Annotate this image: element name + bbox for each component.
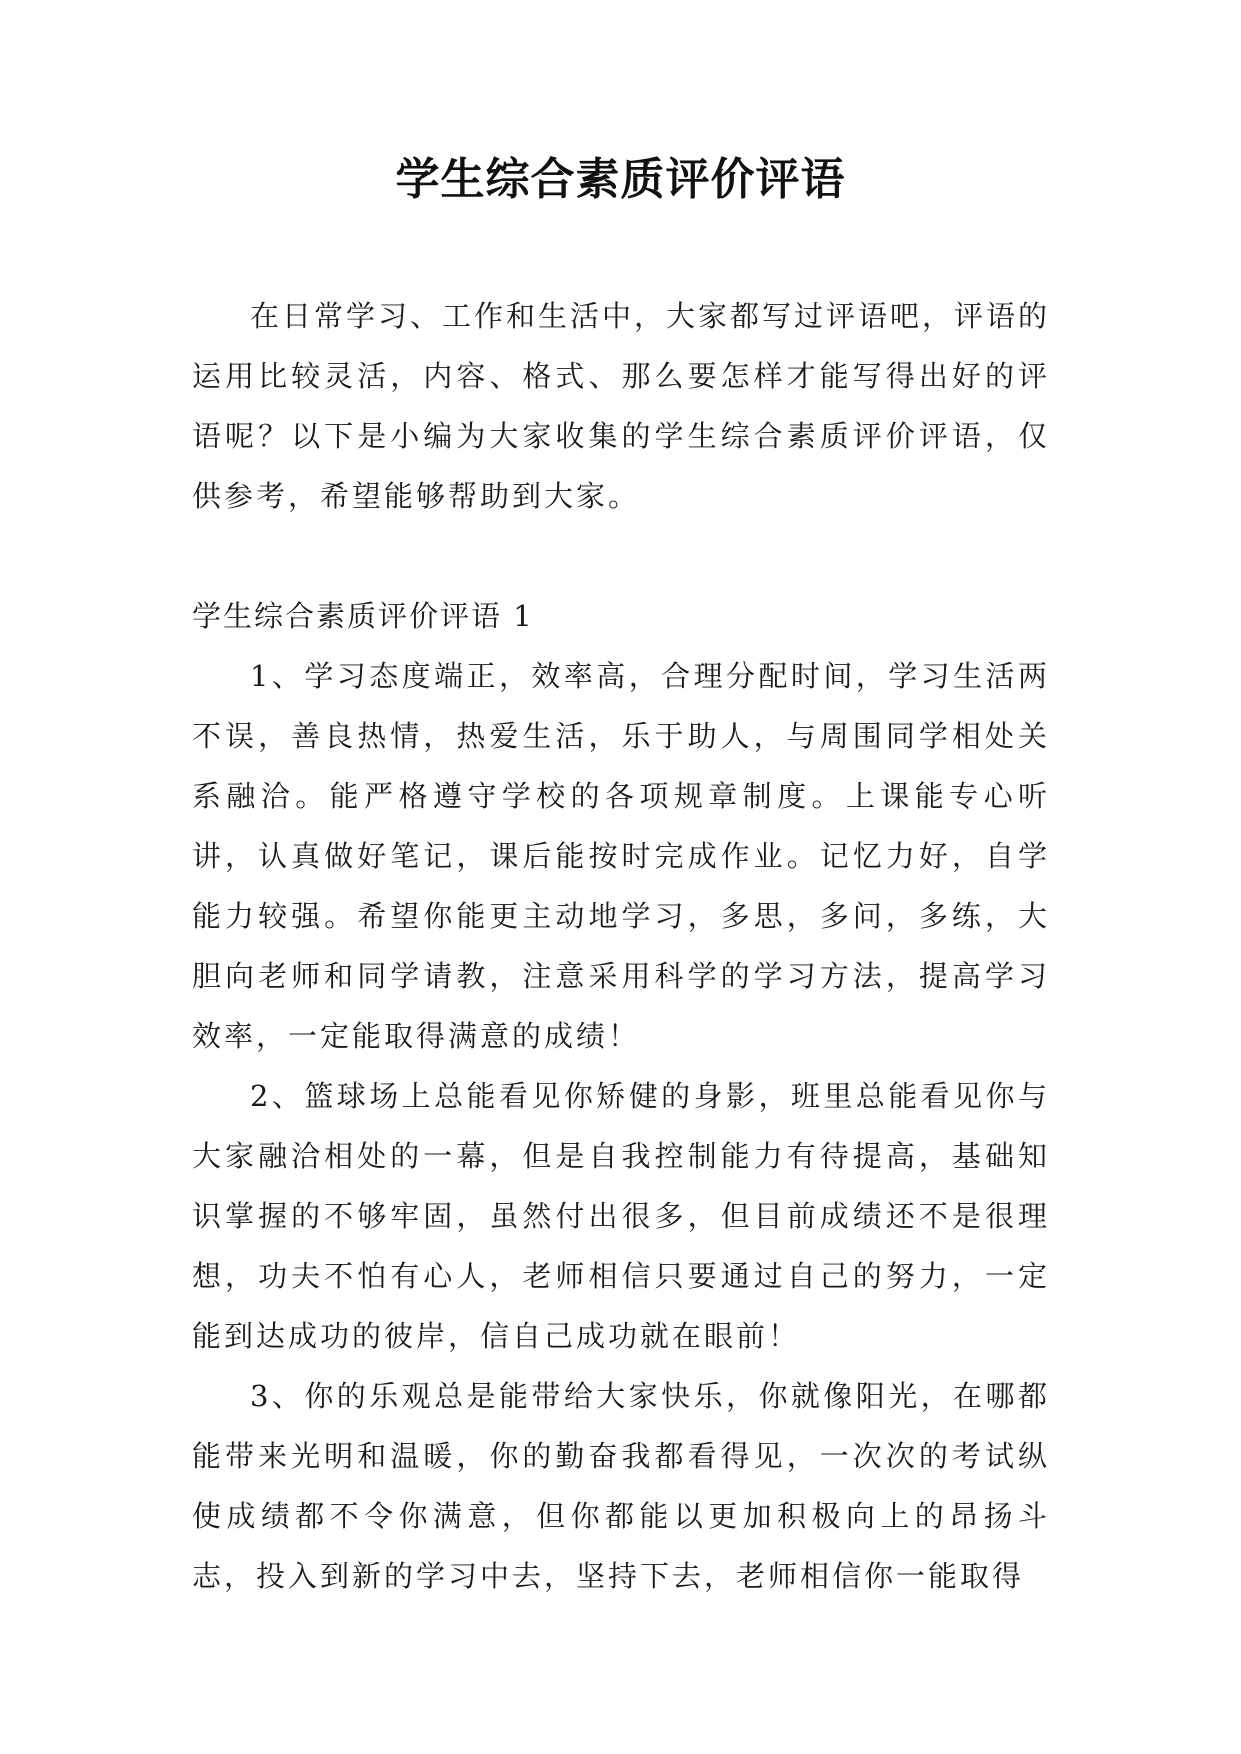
document-body: [192, 286, 1050, 1606]
section-heading: 学生综合素质评价评语 1: [192, 599, 534, 633]
comment-item-1: 1、学习态度端正，效率高，合理分配时间，学习生活两不误，善良热情，热爱生活，乐于助人，与周围同学相处关系融洽。能严格遵守学校的各项规章制度。上课能专心听讲，认真做好笔记，课后能按时完成作业。记忆力好，自学能力较强。希望你能更主动地学习，多思，多问，多练，大胆向老师和同学请教，注意采用科学的学习方法，提高学习效率，一定能取得满意的成绩！: [192, 659, 1050, 1053]
comment-item-3: 3、你的乐观总是能带给大家快乐，你就像阳光，在哪都能带来光明和温暖，你的勤奋我都看得见，一次次的考试纵使成绩都不令你满意，但你都能以更加积极向上的昂扬斗志，投入到新的学习中去，坚持下去，老师相信你一能取得: [192, 1379, 1050, 1593]
comment-item-2: 2、篮球场上总能看见你矫健的身影，班里总能看见你与大家融洽相处的一幕，但是自我控制能力有待提高，基础知识掌握的不够牢固，虽然付出很多，但目前成绩还不是很理想，功夫不怕有心人，老师相信只要通过自己的努力，一定能到达成功的彼岸，信自己成功就在眼前！: [192, 1079, 1050, 1353]
document-title: 学生综合素质评价评语: [395, 154, 846, 205]
intro-paragraph: 在日常学习、工作和生活中，大家都写过评语吧，评语的运用比较灵活，内容、格式、那么要怎样才能写得出好的评语呢？以下是小编为大家收集的学生综合素质评价评语，仅供参考，希望能够帮助到大家。: [192, 299, 1051, 513]
